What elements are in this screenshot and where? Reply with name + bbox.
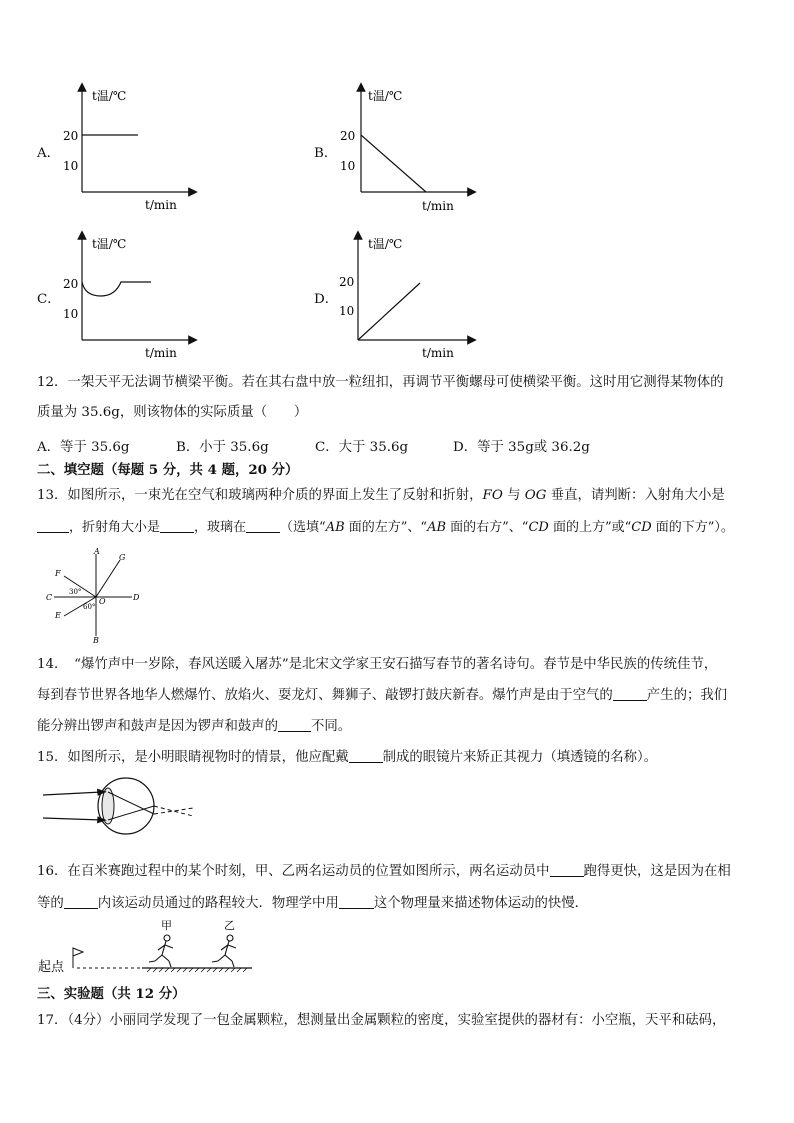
label-d: D <box>133 593 140 602</box>
q12-line1: 12．一架天平无法调节横梁平衡。若在其右盘中放一粒纽扣，再调节平衡螺母可使横梁平衡。这时用它测得某物体的 <box>37 375 724 390</box>
q13-ab1: AB <box>325 520 345 535</box>
x-axis-label: t/min <box>145 198 177 212</box>
q14-text-a: 每到春节世界各地华人燃爆竹、放焰火、耍龙灯、舞狮子、敲锣打鼓庆新春。爆竹声是由于空气的 <box>37 688 613 703</box>
q12-line2: 质量为 35.6g，则该物体的实际质量（ ） <box>37 405 308 420</box>
refracted-ray-top <box>108 792 154 814</box>
q14-line2 <box>37 687 727 705</box>
label-c: C <box>46 593 53 602</box>
label-a: A <box>94 547 100 556</box>
q15-line <box>37 749 657 767</box>
q13-text-d: ，玻璃在 <box>194 520 247 535</box>
q13-incidence-blank[interactable] <box>37 519 69 533</box>
q13-glass-blank[interactable] <box>246 519 280 533</box>
q16-time-blank[interactable] <box>64 895 98 909</box>
q12-option-b: B．小于 35.6g <box>176 440 269 455</box>
q15-text-a: 15．如图所示，是小明眼睛视物时的情景，他应配戴 <box>37 750 349 765</box>
label-f: F <box>55 569 61 578</box>
angle-60: 60° <box>83 603 96 611</box>
label-o: O <box>99 597 106 606</box>
q13-line2 <box>37 519 734 537</box>
graph-c <box>55 230 205 365</box>
temperature-line <box>361 135 426 192</box>
option-a-label: A． <box>37 146 61 161</box>
q13-text-g: 面的右方”、“ <box>446 520 529 535</box>
q13-og: OG <box>524 488 547 503</box>
x-axis-label: t/min <box>145 346 177 360</box>
q16-text-c: 等的 <box>37 896 64 911</box>
start-flag-icon <box>73 948 83 956</box>
q14-property-blank[interactable] <box>278 718 311 732</box>
q14-text-d: 不同。 <box>311 719 352 734</box>
extension-ray-top <box>154 808 193 814</box>
label-g: G <box>119 553 126 562</box>
y-axis-label: t温/℃ <box>92 237 127 251</box>
q13-cd1: CD <box>528 520 549 535</box>
start-label: 起点 <box>38 960 65 975</box>
tick-20: 20 <box>63 129 79 143</box>
graph-b <box>334 82 484 217</box>
q16-runner-blank[interactable] <box>550 863 584 877</box>
x-axis-label: t/min <box>422 199 454 213</box>
q13-with: 与 <box>502 488 525 503</box>
q14-source-blank[interactable] <box>613 687 647 701</box>
tick-10: 10 <box>63 159 79 173</box>
q13-line1 <box>37 487 725 505</box>
q16-text-e: 这个物理量来描述物体运动的快慢． <box>373 896 589 911</box>
label-e: E <box>55 611 61 620</box>
tick-20: 20 <box>340 129 356 143</box>
q13-fo: FO <box>482 488 503 503</box>
angle-30: 30° <box>69 588 82 596</box>
q12-option-a: A．等于 35.6g <box>37 440 130 455</box>
q17-line1: 17．（4分）小丽同学发现了一包金属颗粒，想测量出金属颗粒的密度，实验室提供的器材有：小空瓶，天平和砝码， <box>37 1013 726 1028</box>
section-3-heading: 三、实验题（共 12 分） <box>37 986 186 1002</box>
q13-cd2: CD <box>631 520 652 535</box>
y-axis-label: t温/℃ <box>368 89 403 103</box>
q12-option-d: D．等于 35g或 36.2g <box>453 440 590 455</box>
runner-jia-icon <box>149 935 173 967</box>
q12-option-c: C．大于 35.6g <box>315 440 409 455</box>
label-b: B <box>93 636 99 644</box>
q13-text-b: 垂直，请判断：入射角大小是 <box>546 488 725 503</box>
section-2-heading: 二、填空题（每题 5 分，共 4 题，20 分） <box>37 462 299 478</box>
tick-10: 10 <box>340 159 356 173</box>
x-axis-label: t/min <box>422 346 454 360</box>
extension-ray-bottom <box>154 806 193 816</box>
q16-text-d: 内该运动员通过的路程较大．物理学中用 <box>97 896 339 911</box>
tick-10: 10 <box>339 304 355 318</box>
runner-jia-label: 甲 <box>161 919 172 932</box>
q16-line2 <box>37 895 588 913</box>
q14-text-c: 能分辨出锣声和鼓声是因为锣声和鼓声的 <box>37 719 279 734</box>
q13-text-c: ，折射角大小是 <box>69 520 161 535</box>
tick-20: 20 <box>63 277 79 291</box>
q15-eye-figure <box>38 775 203 840</box>
q14-line1: 14． “爆竹声中一岁除，春风送暖入屠苏”是北宋文学家王安石描写春节的著名诗句。春节是中华民族的传统佳节， <box>37 657 718 672</box>
runner-yi-icon <box>212 935 236 967</box>
y-axis-label: t温/℃ <box>92 89 127 103</box>
option-c-label: C． <box>37 292 61 307</box>
tick-10: 10 <box>63 307 79 321</box>
q15-text-b: 制成的眼镜片来矫正其视力（填透镜的名称）。 <box>382 750 658 765</box>
graph-a <box>55 82 205 217</box>
q13-refraction-blank[interactable] <box>160 519 194 533</box>
q13-text-h: 面的上方”或“ <box>548 520 632 535</box>
q16-text-a: 16．在百米赛跑过程中的某个时刻，甲、乙两名运动员的位置如图所示，两名运动员中 <box>37 864 550 879</box>
q15-lens-blank[interactable] <box>349 749 383 763</box>
ray-og <box>96 560 120 597</box>
q16-line1 <box>37 863 731 881</box>
tick-20: 20 <box>339 275 355 289</box>
graph-d <box>334 230 484 365</box>
q13-light-figure <box>40 546 150 644</box>
q13-text-e: （选填“ <box>280 520 326 535</box>
light-ray-bottom <box>43 818 102 820</box>
refracted-ray-bottom <box>108 806 154 820</box>
q13-text-f: 面的左方”、“ <box>344 520 428 535</box>
option-d-label: D． <box>314 292 339 307</box>
q16-quantity-blank[interactable] <box>339 895 374 909</box>
q13-text-i: 面的下方”）。 <box>651 520 734 535</box>
q14-text-b: 产生的；我们 <box>646 688 728 703</box>
temperature-curve <box>82 282 151 296</box>
q16-race-figure <box>37 918 257 976</box>
q13-ab2: AB <box>427 520 447 535</box>
q14-line3 <box>37 718 351 736</box>
runner-yi-label: 乙 <box>224 919 235 932</box>
q16-text-b: 跑得更快，这是因为在相 <box>583 864 731 879</box>
option-b-label: B． <box>314 146 338 161</box>
q13-text-a: 13．如图所示，一束光在空气和玻璃两种介质的界面上发生了反射和折射， <box>37 488 483 503</box>
temperature-line <box>358 283 420 340</box>
light-ray-top <box>43 792 102 795</box>
y-axis-label: t温/℃ <box>368 237 403 251</box>
